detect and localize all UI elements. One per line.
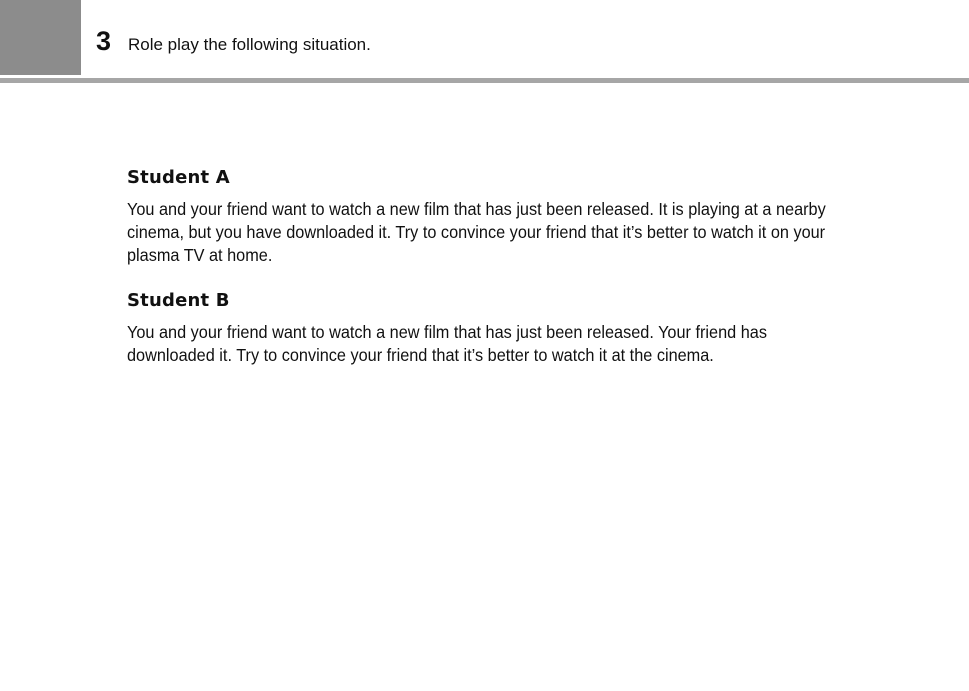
- header-corner-block: [0, 0, 81, 75]
- task-instruction: Role play the following situation.: [128, 35, 371, 54]
- task-number: 3: [96, 26, 112, 56]
- header-rule: [0, 78, 969, 83]
- student-b-heading: Student B: [127, 290, 230, 311]
- student-a-heading: Student A: [127, 167, 230, 188]
- student-a-text: You and your friend want to watch a new film that has just been released. It is playing at a nearby cinema, but you have downloaded it. Try to convince your friend that it’s better to watch it on your plasma TV at home.: [127, 199, 826, 265]
- student-b-text: You and your friend want to watch a new film that has just been released. Your friend has downloaded it. Try to convince your friend that it’s better to watch it at the cinema.: [127, 322, 767, 365]
